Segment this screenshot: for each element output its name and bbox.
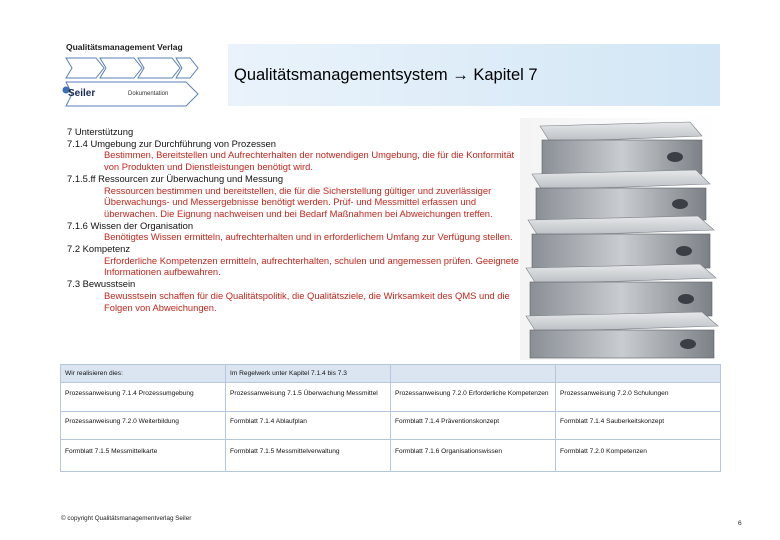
table-header-cell (391, 365, 556, 383)
process-arrows-icon (60, 52, 210, 108)
section-description: Bestimmen, Bereitstellen und Aufrechterhalten der notwendigen Umgebung, die für die Konformität von Produkten und Dienstleistungen benötigt wird. (104, 149, 515, 173)
binders-image (520, 118, 720, 360)
table-cell: Formblatt 7.1.4 Ablaufplan (226, 412, 391, 440)
table-cell: Formblatt 7.1.4 Präventionskonzept (391, 412, 556, 440)
right-arrow-icon: → (452, 66, 469, 84)
publisher-logo (60, 42, 210, 108)
section-description: Bewusstsein schaffen für die Qualitätspolitik, die Qualitätsziele, die Wirksamkeit des QMS und die Folgen von Abweichungen. (104, 289, 510, 313)
banner-title-text: Qualitätsmanagementsystem (234, 66, 448, 84)
table-row (61, 383, 721, 412)
copyright-footer: © copyright Qualitätsmanagementverlag Seiler (61, 515, 192, 522)
page-number: 6 (738, 520, 742, 527)
banner-chapter: Kapitel 7 (473, 66, 538, 84)
table-cell: Prozessanweisung 7.2.0 Schulungen (556, 383, 721, 412)
table-cell: Formblatt 7.1.5 Messmittelverwaltung (226, 440, 391, 472)
table-cell: Formblatt 7.1.6 Organisationswissen (391, 440, 556, 472)
section-description: Erforderliche Kompetenzen ermitteln, aufrechterhalten, schulen und angemessen prüfen. Geeignete Informationen aufbewahren. (104, 254, 519, 278)
section-heading: 7.2 Kompetenz (67, 243, 131, 255)
chapter-banner (226, 44, 720, 106)
section-heading: 7.1.6 Wissen der Organisation (67, 219, 194, 231)
table-cell: Formblatt 7.1.4 Sauberkeitskonzept (556, 412, 721, 440)
logo-title: Qualitätsmanagement Verlag (66, 42, 183, 52)
section-description: Benötigtes Wissen ermitteln, aufrechterhalten und in erforderlichem Umfang zur Verfügung stellen. (104, 231, 513, 243)
section-heading: 7.3 Bewusstsein (67, 278, 136, 290)
section-heading: 7.1.4 Umgebung zur Durchführung von Prozessen (67, 137, 276, 149)
table-row (61, 412, 721, 440)
table-cell: Prozessanweisung 7.1.5 Überwachung Messmittel (226, 383, 391, 412)
logo-brand: Seiler (68, 88, 96, 99)
chapter-content (67, 126, 527, 313)
table-header-cell: Im Regelwerk unter Kapitel 7.1.4 bis 7.3 (226, 365, 391, 383)
table-cell: Prozessanweisung 7.1.4 Prozessumgebung (61, 383, 226, 412)
table-cell: Prozessanweisung 7.2.0 Weiterbildung (61, 412, 226, 440)
table-cell: Prozessanweisung 7.2.0 Erforderliche Kompetenzen (391, 383, 556, 412)
logo-doc-label: Dokumentation (128, 91, 169, 97)
banner-title (234, 66, 538, 85)
table-header-cell (556, 365, 721, 383)
section-description: Ressourcen bestimmen und bereitstellen, die für die Sicherstellung gültiger und zuverlässiger Überwachungs- und Messergebnisse benötigt werden. Prüf- und Messmittel erfassen und überwachen. Die Eignung nachweisen und bei Bedarf Maßnahmen bei Abweichungen treffen. (104, 184, 493, 219)
table-header-cell: Wir realisieren dies: (61, 365, 226, 383)
implementation-table (60, 364, 721, 472)
section-heading: 7.1.5.ff Ressourcen zur Überwachung und Messung (67, 172, 284, 184)
table-header-row (61, 365, 721, 383)
table-cell: Formblatt 7.2.0 Kompetenzen (556, 440, 721, 472)
table-row (61, 440, 721, 472)
section-heading: 7 Unterstützung (67, 126, 134, 137)
table-cell: Formblatt 7.1.5 Messmittelkarte (61, 440, 226, 472)
